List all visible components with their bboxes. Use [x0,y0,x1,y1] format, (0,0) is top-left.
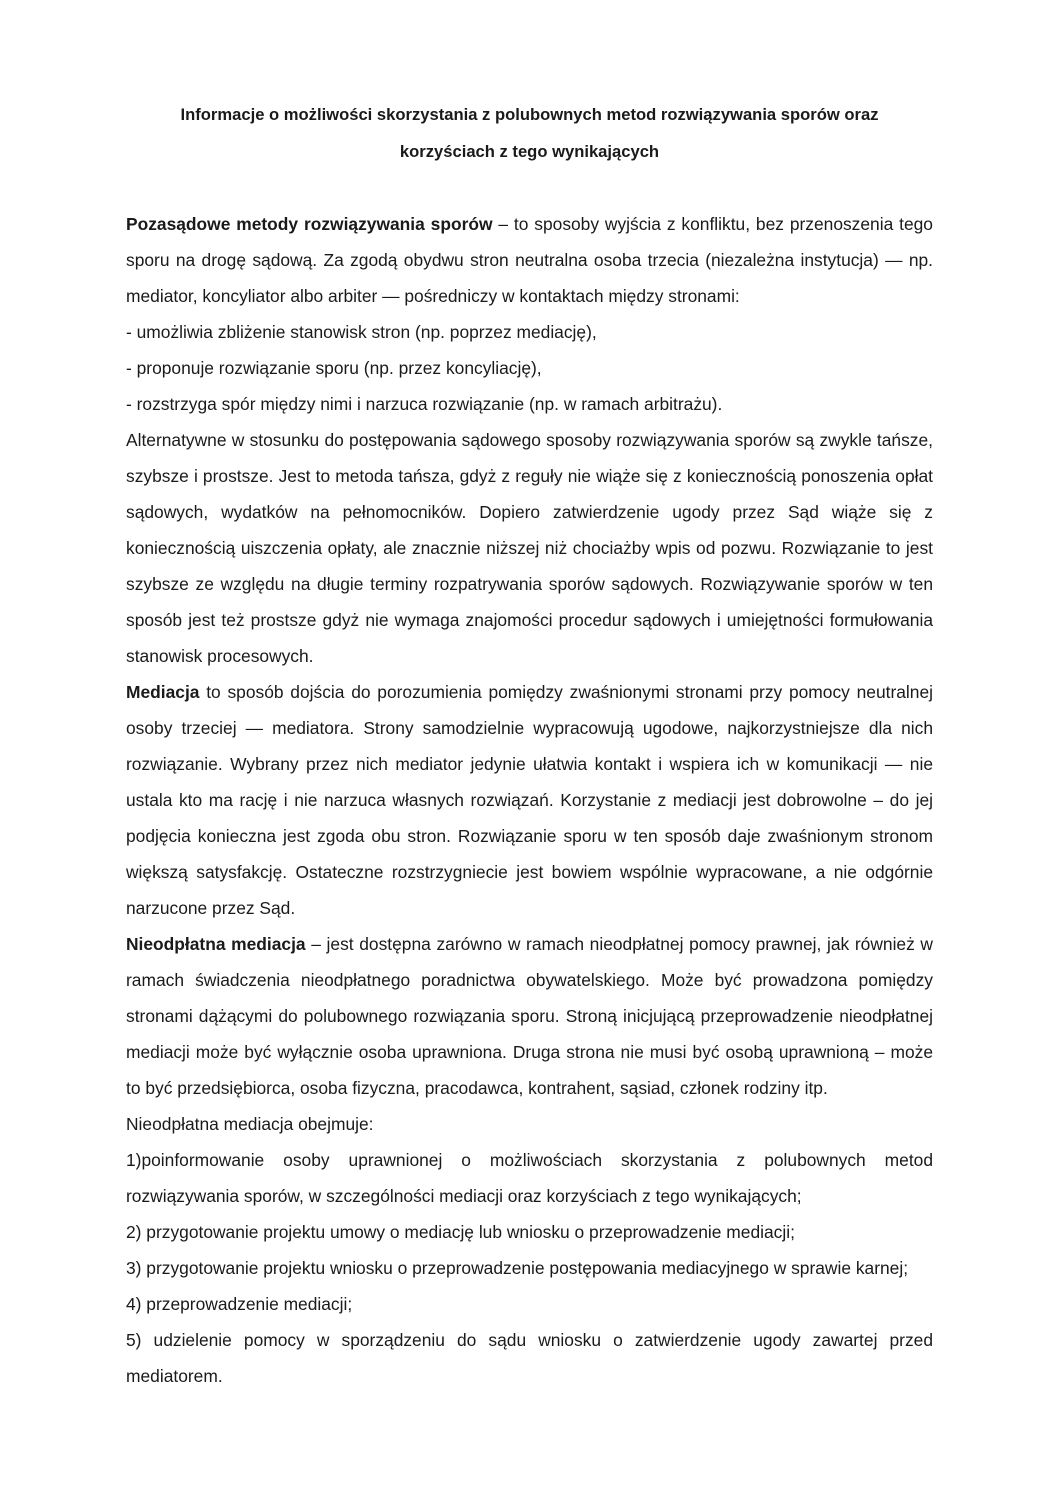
term-out-of-court-methods: Pozasądowe metody rozwiązywania sporów [126,214,493,234]
list-item: 3) przygotowanie projektu wniosku o przeprowadzenie postępowania mediacyjnego w sprawie karnej; [126,1258,909,1278]
list-item: 2) przygotowanie projektu umowy o mediację lub wniosku o przeprowadzenie mediacji; [126,1222,795,1242]
document-title [126,96,933,170]
paragraph-alternatives: Alternatywne w stosunku do postępowania sądowego sposoby rozwiązywania sporów są zwykle tańsze, szybsze i prostsze. Jest to metoda tańsza, gdyż z reguły nie wiąże się z koniecznością ponoszenia opłat sądowych, wydatków na pełnomocników. Dopiero zatwierdzenie ugody przez Sąd wiąże się z koniecznością uiszczenia opłaty, ale znacznie niższej niż chociażby wpis od pozwu. Rozwiązanie to jest szybsze ze względu na długie terminy rozpatrywania sporów sądowych. Rozwiązywanie sporów w ten sposób jest też prostsze gdyż nie wymaga znajomości procedur sądowych i umiejętności formułowania stanowisk procesowych. [126,430,933,666]
bullet-item: - umożliwia zbliżenie stanowisk stron (np. poprzez mediację), [126,322,597,342]
document-body [126,96,933,1394]
title-line-2: korzyściach z tego wynikających [399,142,660,161]
title-line-1: Informacje o możliwości skorzystania z polubownych metod rozwiązywania sporów oraz [180,105,879,124]
term-free-mediation: Nieodpłatna mediacja [126,934,306,954]
list-item: 5) udzielenie pomocy w sporządzeniu do sądu wniosku o zatwierdzenie ugody zawartej przed mediatorem. [126,1330,933,1386]
paragraph-text: – jest dostępna zarówno w ramach nieodpłatnej pomocy prawnej, jak również w ramach świadczenia nieodpłatnego poradnictwa obywatelskiego. Może być prowadzona pomiędzy stronami dążącymi do polubownego rozwiązania sporu. Stroną inicjującą przeprowadzenie nieodpłatnej mediacji może być wyłącznie osoba uprawniona. Druga strona nie musi być osobą uprawnioną – może to być przedsiębiorca, osoba fizyczna, pracodawca, kontrahent, sąsiad, członek rodziny itp. [126,934,933,1098]
paragraph-out-of-court-methods [126,206,933,314]
paragraph-mediation [126,674,933,926]
bullet-item: - proponuje rozwiązanie sporu (np. przez koncyliację), [126,358,542,378]
paragraph-free-mediation [126,926,933,1106]
paragraph-text: to sposób dojścia do porozumienia pomiędzy zwaśnionymi stronami przy pomocy neutralnej osoby trzeciej — mediatora. Strony samodzielnie wypracowują ugodowe, najkorzystniejsze dla nich rozwiązanie. Wybrany przez nich mediator jedynie ułatwia kontakt i wspiera ich w komunikacji — nie ustala kto ma rację i nie narzuca własnych rozwiązań. Korzystanie z mediacji jest dobrowolne – do jej podjęcia konieczna jest zgoda obu stron. Rozwiązanie sporu w ten sposób daje zwaśnionym stronom większą satysfakcję. Ostateczne rozstrzygniecie jest bowiem wspólnie wypracowane, a nie odgórnie narzucone przez Sąd. [126,682,933,918]
paragraph-text: – to sposoby wyjścia z konfliktu, bez przenoszenia tego sporu na drogę sądową. Za zgodą obydwu stron neutralna osoba trzecia (niezależna instytucja) — np. mediator, koncyliator albo arbiter — pośredniczy w kontaktach między stronami: [126,214,933,306]
list-item: 1)poinformowanie osoby uprawnionej o możliwościach skorzystania z polubownych metod rozwiązywania sporów, w szczególności mediacji oraz korzyściach z tego wynikających; [126,1150,933,1206]
term-mediation: Mediacja [126,682,200,702]
list-item: 4) przeprowadzenie mediacji; [126,1294,353,1314]
includes-intro: Nieodpłatna mediacja obejmuje: [126,1114,374,1134]
bullet-item: - rozstrzyga spór między nimi i narzuca rozwiązanie (np. w ramach arbitrażu). [126,394,723,414]
